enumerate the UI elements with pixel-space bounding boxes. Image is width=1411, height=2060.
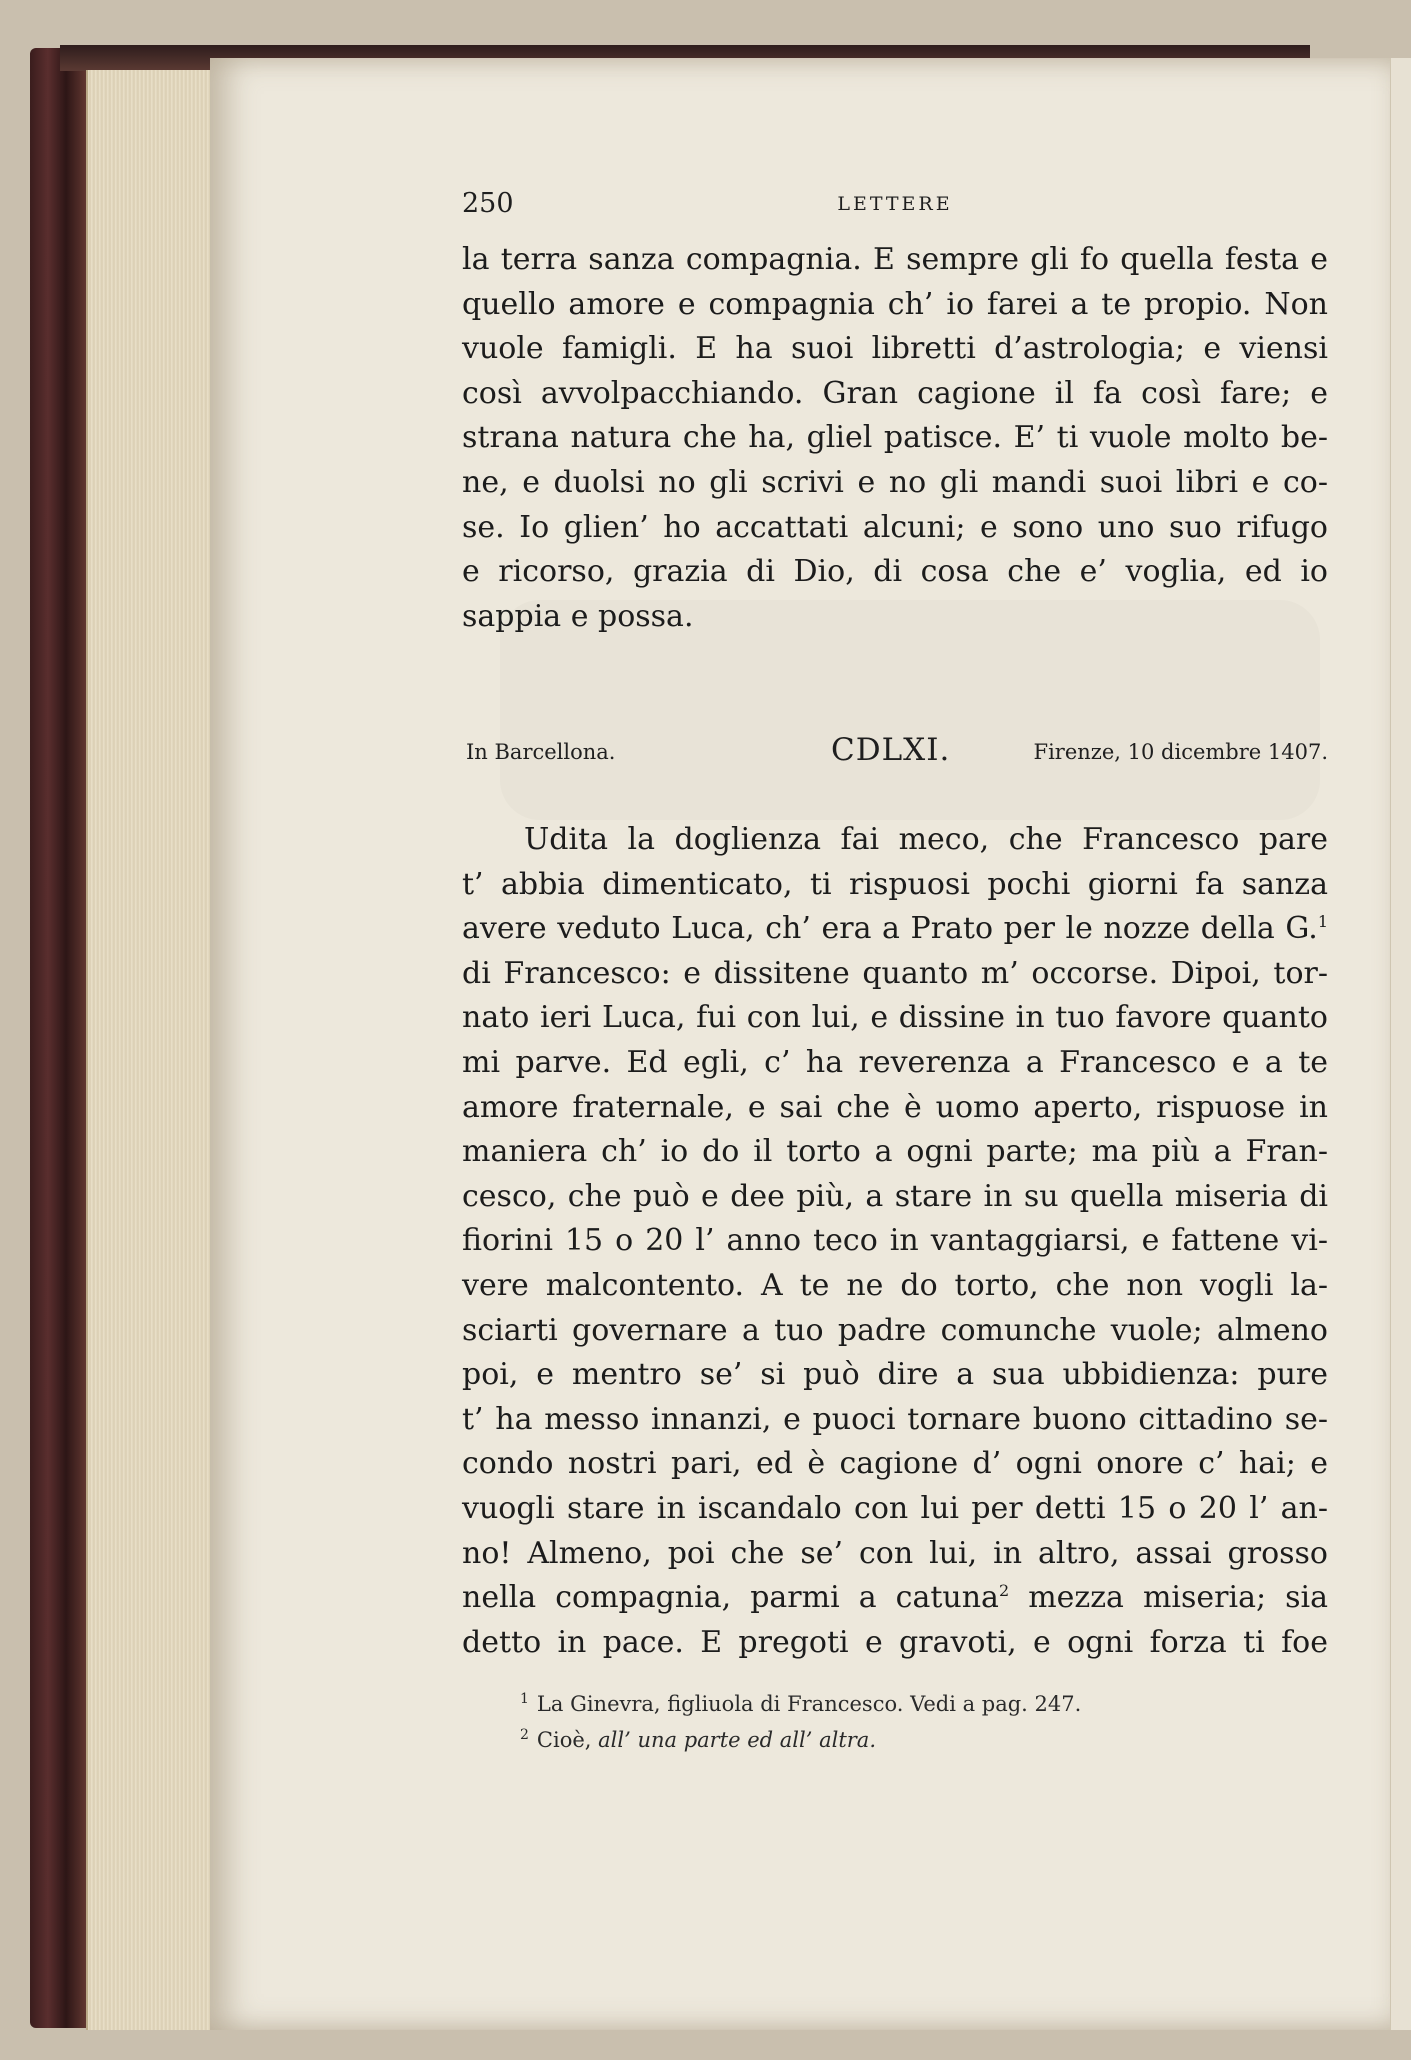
text-line: ne, e duolsi no gli scrivi e no gli mandi suoi libri e co- xyxy=(462,464,1328,500)
text-line: la terra sanza compagnia. E sempre gli fo quella festa e xyxy=(462,242,1328,277)
text-line: così avvolpacchiando. Gran cagione il fa così fare; e xyxy=(462,375,1328,411)
text-line: se. Io glien’ ho accattati alcuni; e sono uno suo rifugo xyxy=(462,509,1328,545)
text-line: nato ieri Luca, fui con lui, e dissine in tuo favore quanto xyxy=(462,1000,1328,1036)
page-number: 250 xyxy=(462,188,514,219)
letter-heading xyxy=(466,722,1328,768)
text-line: vere malcontento. A te ne do torto, che non vogli la- xyxy=(462,1267,1328,1303)
text-line: amore fraternale, e sai che è uomo aperto, rispuose in xyxy=(462,1089,1328,1125)
text-line: poi, e mentro se’ si può dire a sua ubbidienza: pure xyxy=(462,1357,1328,1393)
letter-body xyxy=(462,818,1328,1665)
letter-number: CDLXI. xyxy=(831,732,951,768)
text-line: mi parve. Ed egli, c’ ha reverenza a Francesco e a te xyxy=(462,1044,1328,1080)
letter-destination: In Barcellona. xyxy=(466,740,616,764)
text-line: di Francesco: e dissitene quanto m’ occorse. Dipoi, tor- xyxy=(462,955,1328,991)
text-line: t’ ha messo innanzi, e puoci tornare buono cittadino se- xyxy=(462,1401,1328,1437)
text-line: vuole famigli. E ha suoi libretti d’astrologia; e viensi xyxy=(462,331,1328,367)
text-line: sappia e possa. xyxy=(462,598,694,634)
page-header xyxy=(462,188,1328,224)
text-line: maniera ch’ io do il torto a ogni parte; ma più a Fran- xyxy=(462,1134,1328,1170)
footnote-2: $^2$ Cioè, all’ una parte ed all’ altra. xyxy=(520,1727,876,1752)
text-line: vuogli stare in iscandalo con lui per detti 15 o 20 l’ an- xyxy=(462,1490,1328,1526)
facing-page-edge xyxy=(1390,58,1411,2030)
letter-date: Firenze, 10 dicembre 1407. xyxy=(1033,740,1328,764)
footnote-ref-1: 1 xyxy=(1317,912,1328,932)
text-line: e ricorso, grazia di Dio, di cosa che e’ voglia, ed io xyxy=(462,554,1328,590)
paragraph-continuation xyxy=(462,238,1328,639)
text-line: no! Almeno, poi che se’ con lui, in altro, assai grosso xyxy=(462,1535,1328,1571)
text-line: strana natura che ha, gliel patisce. E’ ti vuole molto be- xyxy=(462,420,1328,456)
text-line: avere veduto Luca, ch’ era a Prato per le nozze della G.$^1$ xyxy=(462,911,1328,947)
text-line: cesco, che può e dee più, a stare in su quella miseria di xyxy=(462,1178,1328,1214)
footnote-ref-2: 2 xyxy=(998,1581,1010,1601)
text-line: nella compagnia, parmi a catuna$^2$ mezza miseria; sia xyxy=(462,1580,1328,1616)
text-line: condo nostri pari, ed è cagione d’ ogni onore c’ hai; e xyxy=(462,1446,1328,1482)
text-line: fiorini 15 o 20 l’ anno teco in vantaggiarsi, e fattene vi- xyxy=(462,1223,1328,1259)
page-stack-edge xyxy=(86,70,216,2030)
footnotes xyxy=(520,1684,1320,1756)
text-line: t’ abbia dimenticato, ti rispuosi pochi giorni fa sanza xyxy=(462,866,1328,902)
footnote-1: $^1$ La Ginevra, figliuola di Francesco. Vedi a pag. 247. xyxy=(520,1691,1082,1716)
text-line: quello amore e compagnia ch’ io farei a te propio. Non xyxy=(462,286,1328,322)
text-line: Udita la doglienza fai meco, che Francesco pare xyxy=(524,822,1328,857)
running-title: LETTERE xyxy=(837,193,953,215)
book-cover-edge xyxy=(30,48,90,2028)
text-line: detto in pace. E pregoti e gravoti, e ogni forza ti foe xyxy=(462,1624,1328,1660)
text-line: sciarti governare a tuo padre comunche vuole; almeno xyxy=(462,1312,1328,1348)
